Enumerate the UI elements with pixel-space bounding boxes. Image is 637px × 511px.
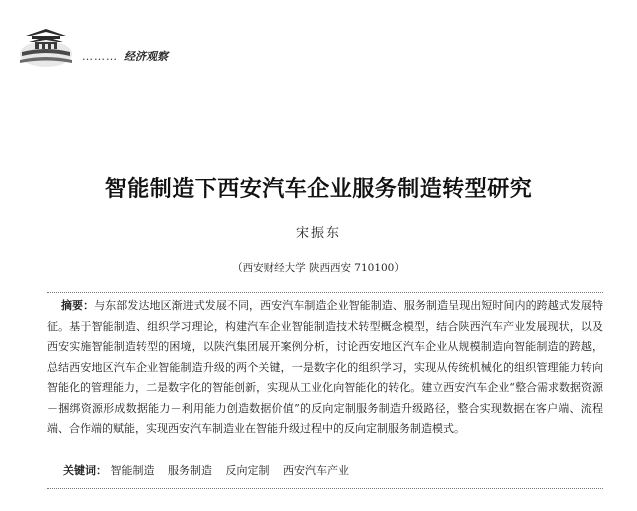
abstract-label: 摘要：	[61, 299, 95, 312]
keyword-item: 反向定制	[225, 464, 270, 477]
keyword-item: 西安汽车产业	[283, 464, 349, 477]
section-dots: ………	[82, 50, 118, 63]
abstract-paragraph	[47, 296, 603, 440]
section-label: 经济观察	[124, 50, 168, 63]
article-title: 智能制造下西安汽车企业服务制造转型研究	[104, 177, 533, 202]
keywords-line	[63, 462, 359, 478]
abstract-text: 与东部发达地区渐进式发展不同，西安汽车制造企业智能制造、服务制造呈现出短时间内的跨越式发展特征。基于智能制造、组织学习理论，构建汽车企业智能制造技术转型概念模型，结合陕西汽车产业发展现状，以及西安实施智能制造转型的困境，以陕汽集团展开案例分析，讨论西安地区汽车企业从规模制造向智能制造的跨越，总结西安地区汽车企业智能制造升级的两个关键，一是数字化的组织学习，实现从传统机械化的组织管理能力转向智能化的管理能力，二是数字化的智能创新，实现从工业化向智能化的转化。建立西安汽车企业“整合需求数据资源－捆绑资源形成数据能力－利用能力创造数据价值”的反向定制服务制造升级路径，整合实现数据在客户端、流程端、合作端的赋能，实现西安汽车制造业在智能升级过程中的反向定制服务制造模式。	[47, 299, 603, 435]
article-author: 宋振东	[295, 226, 341, 241]
abstract-bottom-rule	[47, 488, 603, 489]
keyword-item: 服务制造	[168, 464, 212, 477]
pavilion-logo-icon	[18, 22, 74, 70]
keyword-item: 智能制造	[110, 464, 155, 477]
keywords-label: 关键词：	[63, 464, 107, 477]
page-header	[0, 0, 637, 90]
article-affiliation: （西安财经大学 陕西西安 710100）	[232, 262, 405, 274]
